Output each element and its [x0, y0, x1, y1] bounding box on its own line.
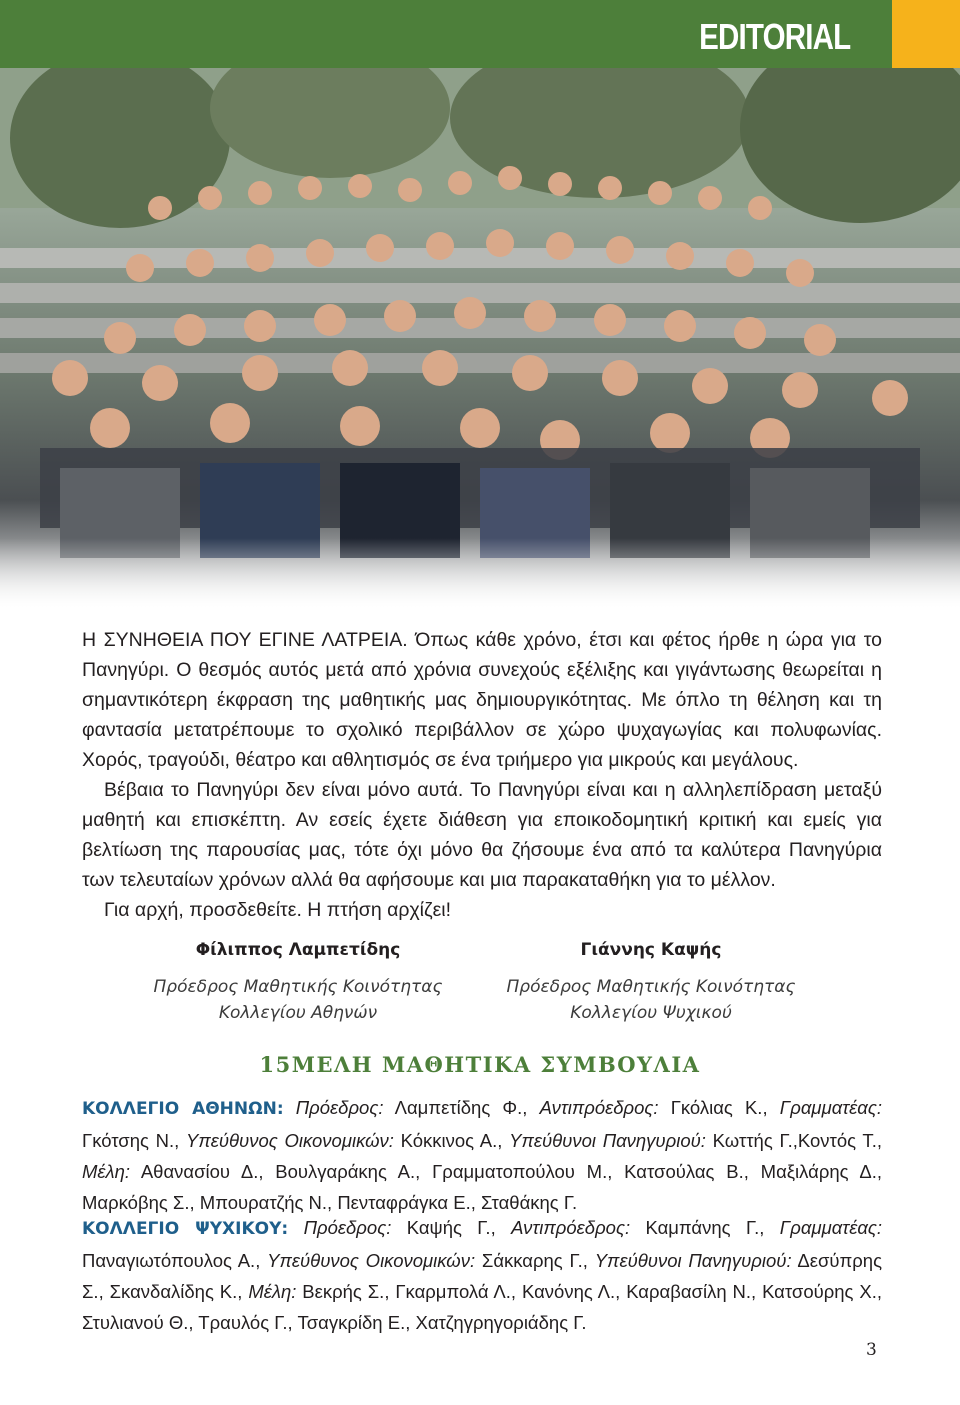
role-value: Κωττής Γ.,Κοντός Τ.,	[705, 1130, 882, 1151]
editorial-paragraph-3: Για αρχή, προσδεθείτε. Η πτήση αρχίζει!	[104, 899, 452, 921]
photo-fade	[0, 538, 960, 608]
role-title: Υπεύθυνοι Πανηγυριού:	[509, 1130, 706, 1151]
editorial-paragraph-2: Βέβαια το Πανηγύρι δεν είναι μόνο αυτά. Το Πανηγύρι είναι και η αλληλεπίδραση μεταξύ μαθητή και επισκέπτη. Αν εσείς έχετε διάθεση για εποικοδομητική κριτική και εμείς για βελτίωση της παρουσίας μας, τότε όχι μόνο θα ζήσουμε ένα από τα καλύτερα Πανηγύρια των τελευταίων χρόνων αλλά θα αφήσουμε και μια παρακαταθήκη για το μέλλον.	[82, 779, 882, 891]
role-title: Υπεύθυνοι Πανηγυριού:	[594, 1250, 792, 1271]
signature-name: Γιάννης Καψής	[580, 940, 722, 960]
section-title-editorial: EDITORIAL	[698, 16, 850, 57]
role-value: Καψής Γ.,	[391, 1217, 512, 1238]
role-value: Δεσύπρης Σ., Σκανδαλίδης Κ.,	[82, 1250, 882, 1302]
role-value: Αθανασίου Δ., Βουλγαράκης Α., Γραμματοπούλου Μ., Κατσούλας Β., Μαξιλάρης Δ., Μαρκόβης Σ., Μπουρατζής Ν., Πενταφράγκα Ε., Σταθάκης Γ.	[82, 1161, 882, 1213]
role-title: Υπεύθυνος Οικονομικών:	[185, 1130, 394, 1151]
role-value: Καμπάνης Γ.,	[630, 1217, 780, 1238]
signature-role: Πρόεδρος Μαθητικής Κοινότητας	[506, 977, 796, 997]
editorial-body	[82, 625, 882, 925]
role-title: Υπεύθυνος Οικονομικών:	[267, 1250, 476, 1271]
role-value: Βεκρής Σ., Γκαρμπολά Λ., Κανόνης Λ., Καραβασίλη Ν., Κατσούρης Χ., Στυλιανού Θ., Τραυλός Γ., Τσαγκρίδη Ε., Χατζηγρηγοριάδης Γ.	[82, 1281, 882, 1333]
role-title: Γραμματέας:	[779, 1217, 883, 1238]
role-title: Πρόεδρος:	[295, 1097, 384, 1118]
role-value: Λαμπετίδης Φ.,	[383, 1097, 540, 1118]
role-title: Πρόεδρος:	[303, 1217, 392, 1238]
role-value: Γκότσης Ν.,	[82, 1130, 186, 1151]
role-title: Γραμματέας:	[779, 1097, 882, 1118]
editorial-paragraph-1: Η ΣΥΝΗΘΕΙΑ ΠΟΥ ΕΓΙΝΕ ΛΑΤΡΕΙΑ. Όπως κάθε χρόνο, έτσι και φέτος ήρθε η ώρα για το Πανηγύρι. Ο θεσμός αυτός μετά από χρόνια συνεχούς εξέλιξης και γιγάντωσης θεωρείται η σημαντικότερη έκφραση της μαθητικής μας δημιουργικότητας. Με όπλο τη θέληση και τη φαντασία μετατρέπουμε το σχολικό περιβάλλον σε χώρο ψυχαγωγίας και πολυφωνίας. Χορός, τραγούδι, θέατρο και αθλητισμός σε ένα τριήμερο για μικρούς και μεγάλους.	[82, 629, 882, 771]
councils-title: 15ΜΕΛΗ ΜΑΘΗΤΙΚΑ ΣΥΜΒΟΥΛΙΑ	[259, 1052, 701, 1077]
signature-psychiko	[486, 940, 816, 1026]
signature-name: Φίλιππος Λαμπετίδης	[195, 940, 401, 960]
role-title: Αντιπρόεδρος:	[539, 1097, 659, 1118]
council-label: ΚΟΛΛΕΓΙΟ ΑΘΗΝΩΝ:	[82, 1099, 284, 1119]
header-bar	[0, 0, 960, 68]
group-photo	[0, 68, 960, 608]
role-value: Παναγιωτόπουλος Α.,	[82, 1250, 268, 1271]
signature-school: Κολλεγίου Αθηνών	[218, 1003, 378, 1023]
signature-school: Κολλεγίου Ψυχικού	[570, 1003, 732, 1023]
signature-role: Πρόεδρος Μαθητικής Κοινότητας	[153, 977, 443, 997]
role-title: Μέλη:	[82, 1161, 131, 1182]
group-photo-icon	[0, 68, 960, 608]
accent-square	[892, 0, 960, 68]
council-athens	[82, 1092, 882, 1218]
role-value: Γκόλιας Κ.,	[658, 1097, 780, 1118]
signature-athens	[133, 940, 463, 1026]
council-psychiko	[82, 1212, 882, 1338]
role-title: Μέλη:	[248, 1281, 297, 1302]
role-title: Αντιπρόεδρος:	[511, 1217, 631, 1238]
role-value: Σάκκαρης Γ.,	[475, 1250, 595, 1271]
page-number: 3	[866, 1340, 877, 1360]
council-label: ΚΟΛΛΕΓΙΟ ΨΥΧΙΚΟΥ:	[82, 1219, 289, 1239]
role-value: Κόκκινος Α.,	[393, 1130, 510, 1151]
